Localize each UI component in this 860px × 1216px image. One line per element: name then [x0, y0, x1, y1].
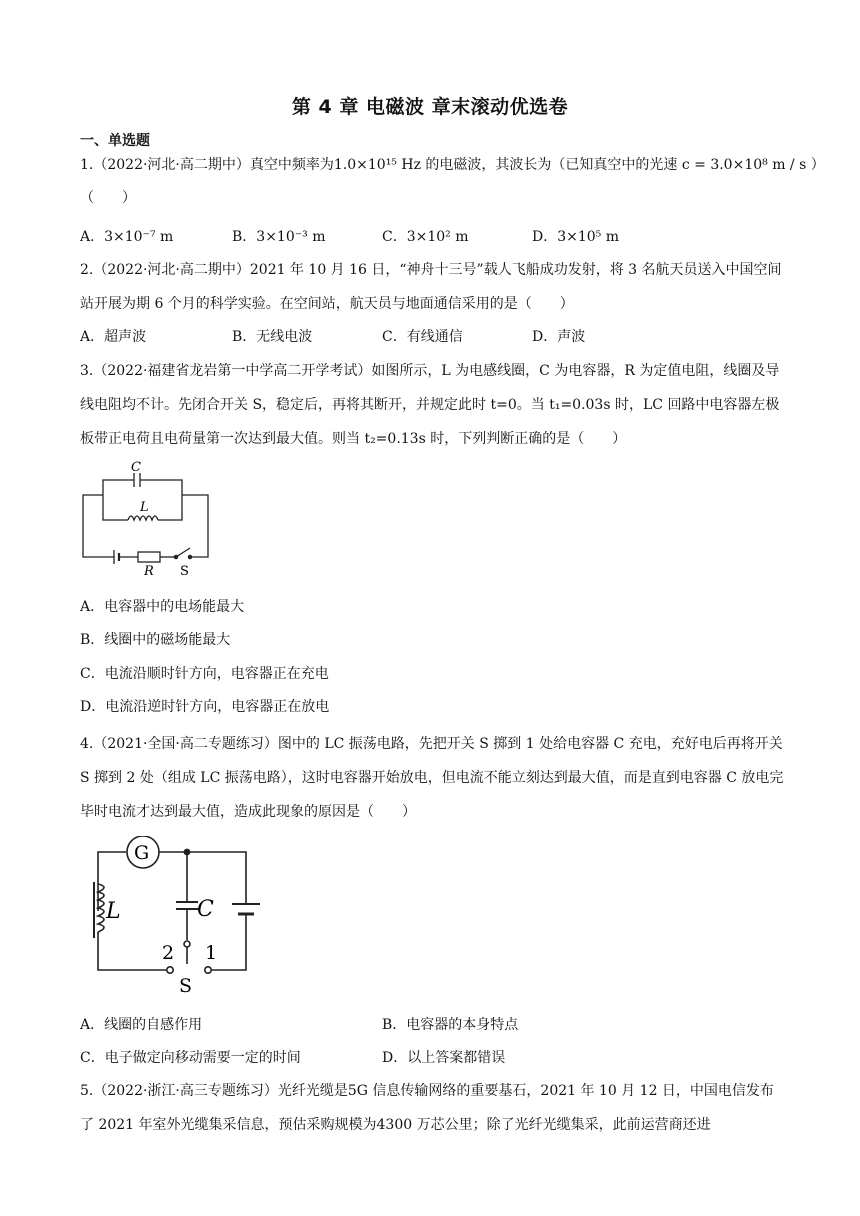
q5-stem: 5.（2022·浙江·高三专题练习）光纤光缆是5G 信息传输网络的重要基石，2021 年 10 月 12 日，中国电信发布了 2021 年室外光缆集采信息，预估采购规模为4300 万芯公里；除了光纤光缆集采，此前运营商还进 — [80, 1083, 774, 1133]
q1-option-d: D．3×10⁵ m — [532, 229, 620, 245]
q2-option-b: B．无线电波 — [232, 329, 313, 345]
q4-stem: 4.（2021·全国·高二专题练习）图中的 LC 振荡电路，先把开关 S 掷到 1 处给电容器 C 充电，充好电后再将开关 S 掷到 2 处（组成 LC 振荡电路），这时电容器开始放电，但电流不能立刻达到最大值，而是直到电容器 C 放电完毕时电流才达到最大值，造成此现象的原因是（ ） — [80, 736, 784, 820]
q4-option-c: C．电子做定向移动需要一定的时间 — [80, 1050, 301, 1066]
q2-stem: 2.（2022·河北·高二期中）2021 年 10 月 16 日，“神舟十三号”载人飞船成功发射，将 3 名航天员送入中国空间站开展为期 6 个月的科学实验。在空间站，航天员与地面通信采用的是（ ） — [80, 262, 782, 312]
q4-option-b: B．电容器的本身特点 — [382, 1017, 519, 1033]
q1-option-a: A．3×10⁻⁷ m — [80, 229, 174, 245]
fig2-label-1: 1 — [205, 942, 218, 964]
galvanometer-label: G — [134, 842, 150, 864]
q3-option-c: C．电流沿顺时针方向，电容器正在充电 — [80, 666, 329, 682]
fig2-label-s: S — [179, 975, 193, 996]
fig2-label-2: 2 — [162, 942, 175, 964]
fig2-label-c: C — [197, 897, 214, 922]
q3-option-a: A．电容器中的电场能最大 — [80, 599, 245, 615]
fig1-label-c: C — [131, 460, 141, 475]
q3-option-b: B．线圈中的磁场能最大 — [80, 632, 231, 648]
q2-option-a: A．超声波 — [80, 329, 147, 345]
q1-stem: 1.（2022·河北·高二期中）真空中频率为1.0×10¹⁵ Hz 的电磁波，其波长为（已知真空中的光速 c = 3.0×10⁸ m / s ） — [80, 157, 825, 173]
q1-answer-bracket: （ ） — [80, 190, 136, 206]
q2-option-d: D．声波 — [532, 329, 586, 345]
fig1-label-l: L — [140, 500, 149, 515]
lc-circuit-figure-1 — [78, 460, 218, 578]
q1-option-c: C．3×10² m — [382, 229, 469, 245]
q3-stem: 3.（2022·福建省龙岩第一中学高二开学考试）如图所示，L 为电感线圈，C 为电容器，R 为定值电阻，线圈及导线电阻均不计。先闭合开关 S，稳定后，再将其断开，并规定此时 t=0。当 t₁=0.03s 时，LC 回路中电容器左极板带正电荷且电荷量第一次达到最大值。则当 t₂=0.13s 时，下列判断正确的是（ ） — [80, 363, 780, 447]
page-title: 第 4 章 电磁波 章末滚动优选卷 — [291, 96, 569, 118]
fig1-label-r: R — [144, 564, 154, 578]
q4-option-d: D．以上答案都错误 — [382, 1050, 506, 1066]
fig2-label-l: L — [106, 899, 121, 924]
q3-option-d: D．电流沿逆时针方向，电容器正在放电 — [80, 699, 330, 715]
q1-option-b: B．3×10⁻³ m — [232, 229, 326, 245]
section-heading: 一、单选题 — [80, 133, 150, 149]
q4-option-a: A．线圈的自感作用 — [80, 1017, 203, 1033]
q2-option-c: C．有线通信 — [382, 329, 463, 345]
fig1-label-s: S — [180, 564, 189, 578]
lc-circuit-figure-2 — [80, 836, 270, 996]
